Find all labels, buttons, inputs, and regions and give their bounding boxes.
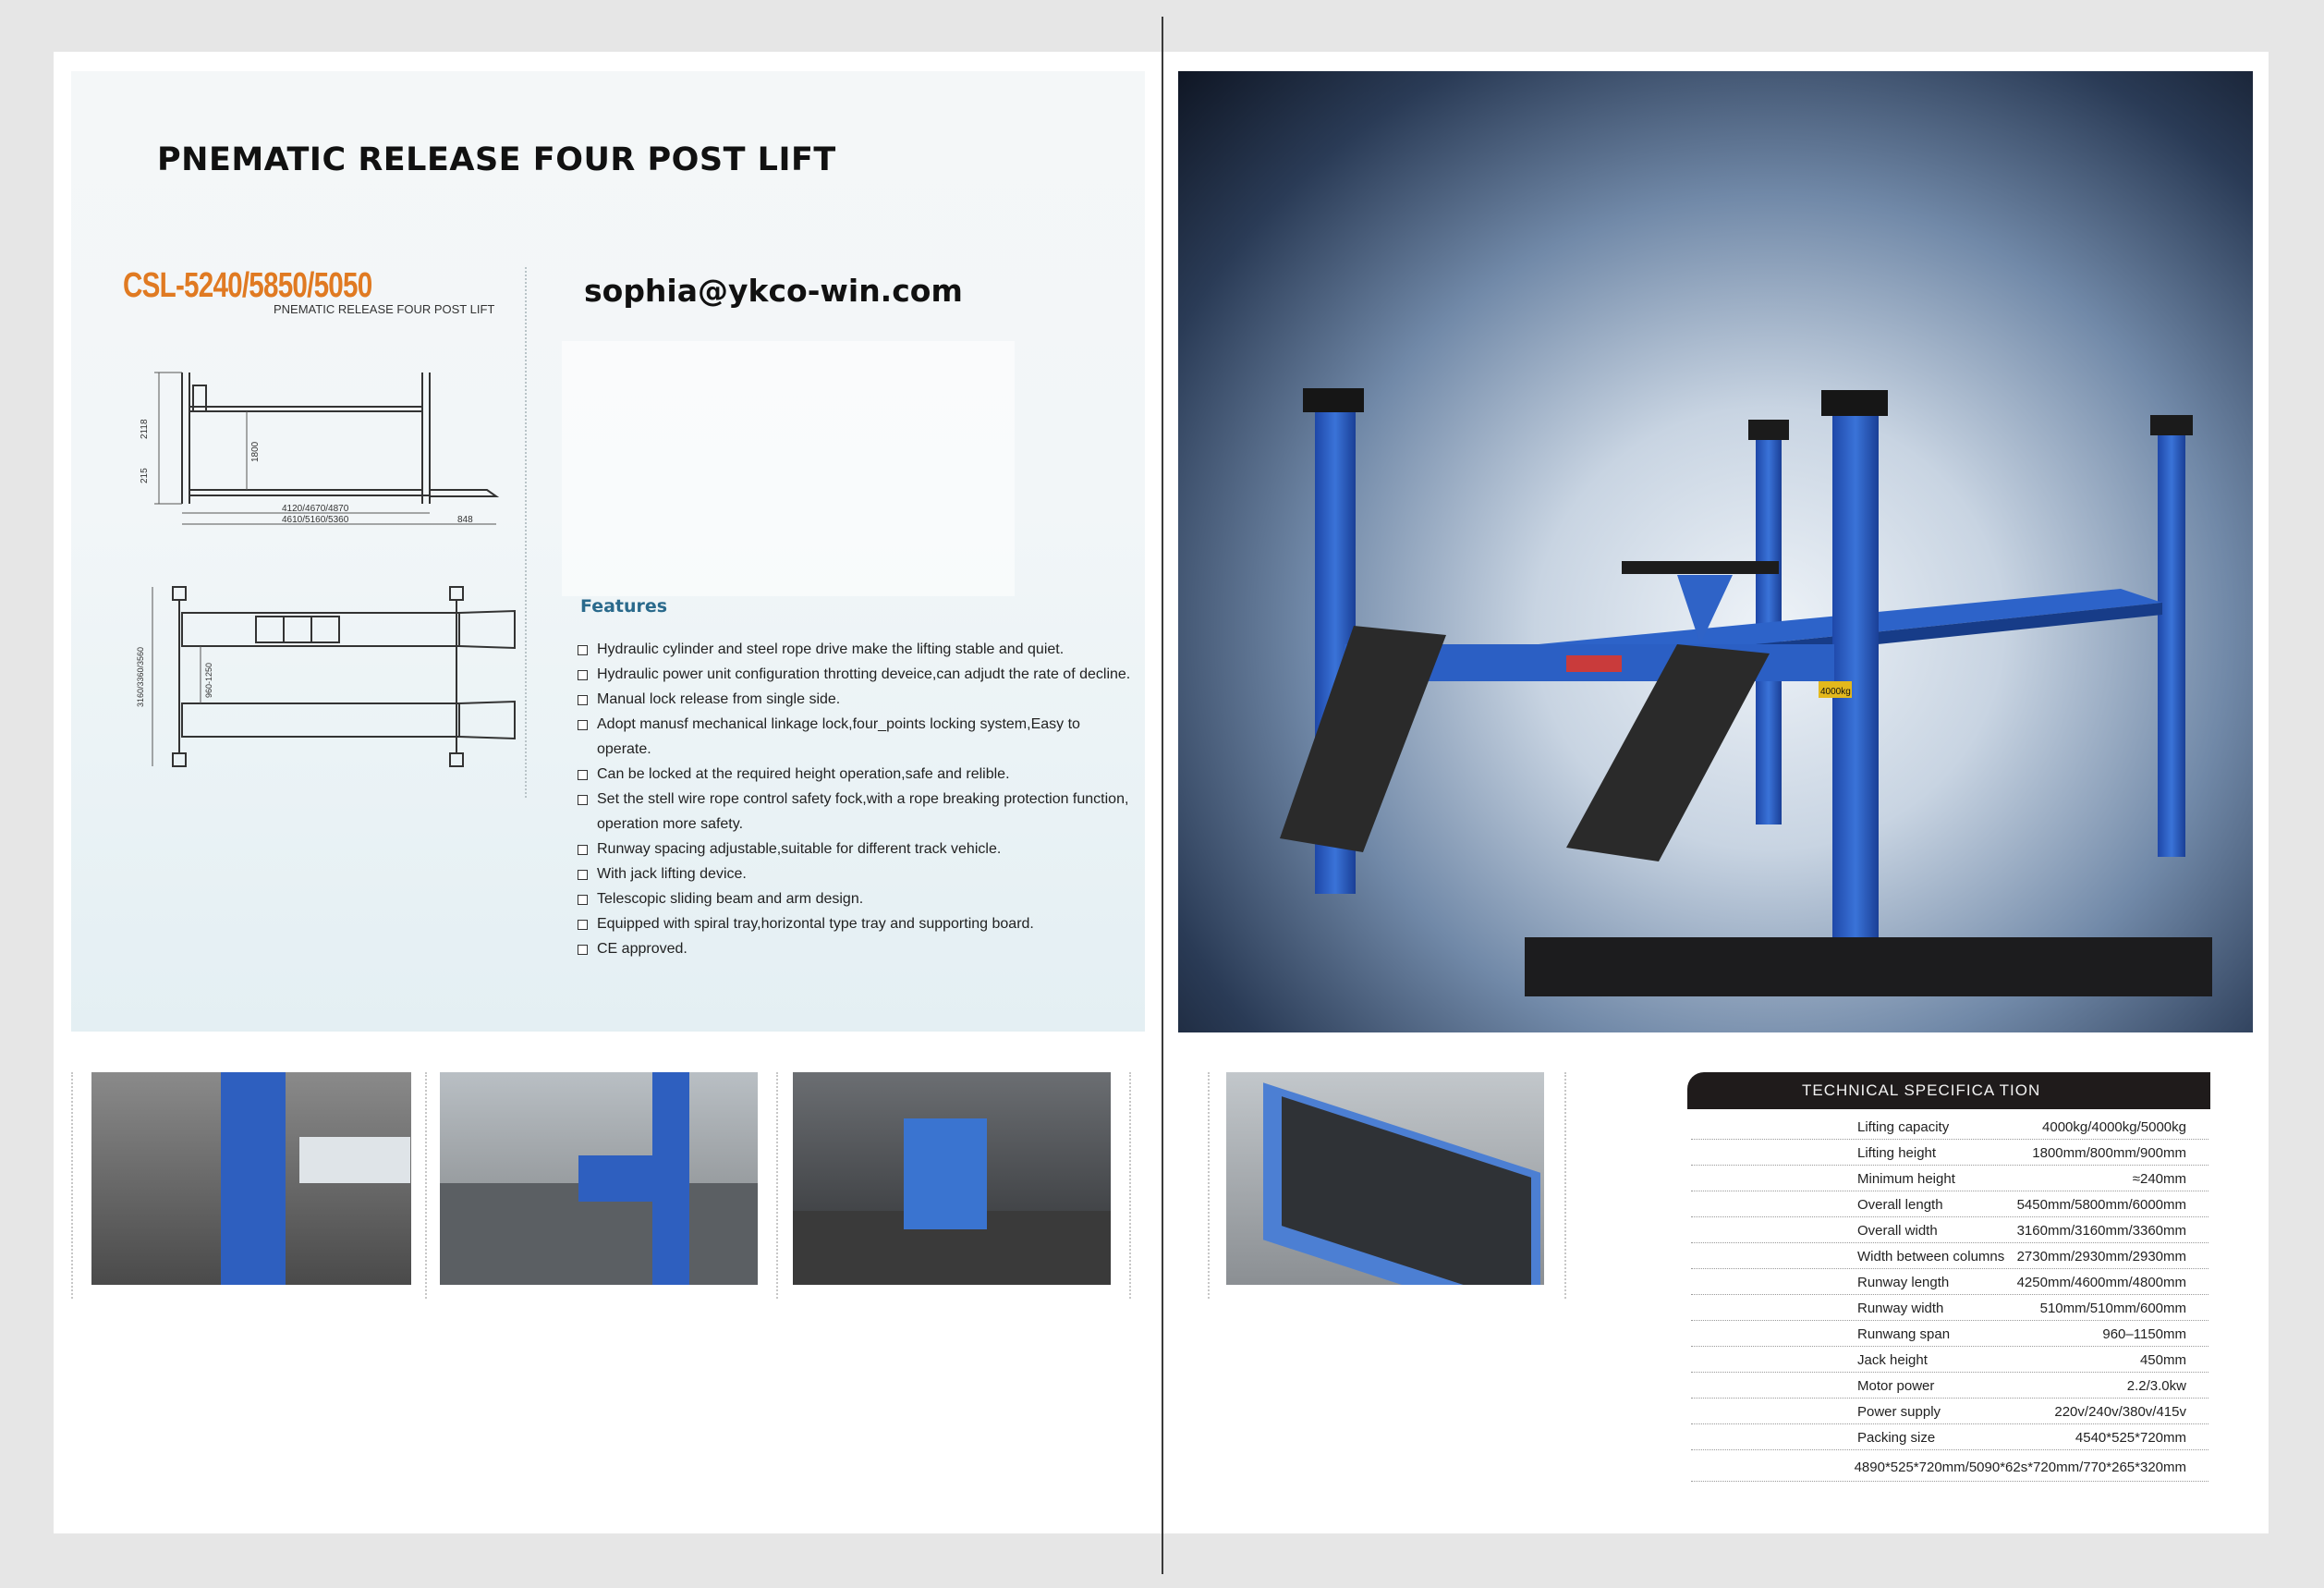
checkbox-bullet-icon (578, 945, 588, 955)
feature-item: Hydraulic cylinder and steel rope drive make the lifting stable and quiet. (578, 637, 1132, 662)
feature-item: Equipped with spiral tray,horizontal type tray and supporting board. (578, 911, 1132, 936)
page-title: PNEMATIC RELEASE FOUR POST LIFT (157, 141, 836, 178)
spec-value: 2.2/3.0kw (2126, 1378, 2186, 1394)
checkbox-bullet-icon (578, 920, 588, 930)
jack-closeup-photo (793, 1072, 1111, 1285)
spec-row (1691, 1191, 2208, 1217)
four-post-lift-illustration (1178, 71, 2253, 1032)
dim-width: 3160/3360/3560 (136, 646, 145, 707)
checkbox-bullet-icon (578, 770, 588, 780)
thumb-divider (776, 1072, 778, 1299)
spec-value: 4890*525*720mm/5090*62s*720mm/770*265*320mm (1854, 1460, 2186, 1475)
contact-email: sophia@ykco-win.com (584, 273, 963, 309)
spec-value: 1800mm/800mm/900mm (2032, 1145, 2186, 1161)
checkbox-bullet-icon (578, 870, 588, 880)
spec-table-title: TECHNICAL SPECIFICA TION (1802, 1081, 2041, 1099)
spec-value: 4000kg/4000kg/5000kg (2042, 1119, 2186, 1135)
spec-label: Jack height (1857, 1352, 1928, 1368)
side-elevation-drawing (108, 365, 533, 531)
plan-view-drawing (108, 578, 533, 781)
checkbox-bullet-icon (578, 645, 588, 655)
checkbox-bullet-icon (578, 795, 588, 805)
dim-len2: 4610/5160/5360 (282, 515, 349, 525)
dim-mid: 1800 (250, 441, 261, 462)
spec-table-header (1687, 1072, 2210, 1109)
model-number: CSL-5240/5850/5050 (123, 266, 372, 305)
spec-label: Power supply (1857, 1404, 1941, 1420)
spec-label: Runway width (1857, 1301, 1944, 1316)
features-list (578, 637, 1132, 961)
spec-label: Runwang span (1857, 1326, 1951, 1342)
spec-row (1691, 1113, 2208, 1140)
dim-span: 960-1250 (204, 662, 213, 698)
feature-item: Can be locked at the required height operation,safe and relible. (578, 762, 1132, 787)
spec-value: 5450mm/5800mm/6000mm (2016, 1197, 2186, 1213)
feature-item: Hydraulic power unit configuration throtting deveice,can adjudt the rate of decline. (578, 662, 1132, 687)
capacity-label: 4000kg (1820, 687, 1851, 697)
spec-packing-extra (1691, 1457, 2208, 1482)
spec-label: Overall length (1857, 1197, 1943, 1213)
dim-ramp: 848 (457, 515, 473, 525)
spec-row (1691, 1423, 2208, 1450)
caption-bar (1525, 937, 2212, 996)
spec-row (1691, 1372, 2208, 1399)
spec-row (1691, 1242, 2208, 1269)
post-detail-photo (91, 1072, 411, 1285)
thumb-divider (425, 1072, 427, 1299)
spec-label: Overall width (1857, 1223, 1938, 1239)
spec-value: 3160mm/3160mm/3360mm (2016, 1223, 2186, 1239)
feature-item: Manual lock release from single side. (578, 687, 1132, 712)
checkbox-bullet-icon (578, 720, 588, 730)
spec-value: 510mm/510mm/600mm (2039, 1301, 2186, 1316)
spec-label: Packing size (1857, 1430, 1936, 1446)
dim-height: 2118 (140, 419, 150, 439)
model-subtitle: PNEMATIC RELEASE FOUR POST LIFT (274, 302, 495, 316)
product-info-panel (71, 71, 1145, 1032)
spec-label: Width between columns (1857, 1249, 2005, 1264)
spec-row (1691, 1294, 2208, 1321)
page-spine (1162, 17, 1163, 1574)
spec-row (1691, 1139, 2208, 1166)
spec-value: 2730mm/2930mm/2930mm (2016, 1249, 2186, 1264)
spec-value: 450mm (2139, 1352, 2186, 1368)
jack-runway-photo (440, 1072, 758, 1285)
spec-label: Minimum height (1857, 1171, 1955, 1187)
spec-label: Lifting height (1857, 1145, 1937, 1161)
spec-label: Motor power (1857, 1378, 1935, 1394)
spec-row (1691, 1346, 2208, 1373)
spec-row (1691, 1320, 2208, 1347)
lift-product-photo (1178, 71, 2253, 1032)
checkbox-bullet-icon (578, 670, 588, 680)
thumb-divider (1129, 1072, 1131, 1299)
runway-ramp-photo (1226, 1072, 1544, 1285)
feature-item: Runway spacing adjustable,suitable for different track vehicle. (578, 837, 1132, 861)
thumb-divider (1208, 1072, 1210, 1299)
feature-item: Set the stell wire rope control safety fock,with a rope breaking protection function, operation more safety. (578, 787, 1132, 837)
blank-panel (562, 341, 1015, 596)
spec-row (1691, 1165, 2208, 1191)
checkbox-bullet-icon (578, 695, 588, 705)
spec-row (1691, 1398, 2208, 1424)
feature-item: With jack lifting device. (578, 861, 1132, 886)
feature-item: CE approved. (578, 936, 1132, 961)
spec-value: 960–1150mm (2102, 1326, 2186, 1342)
spec-row (1691, 1216, 2208, 1243)
spec-value: 4250mm/4600mm/4800mm (2016, 1275, 2186, 1290)
spec-label: Runway length (1857, 1275, 1950, 1290)
checkbox-bullet-icon (578, 895, 588, 905)
dim-low: 215 (140, 468, 150, 483)
features-heading: Features (580, 596, 668, 617)
spec-value: 220v/240v/380v/415v (2054, 1404, 2186, 1420)
spec-label: Lifting capacity (1857, 1119, 1950, 1135)
spec-value: ≈240mm (2132, 1171, 2186, 1187)
spec-row (1691, 1268, 2208, 1295)
checkbox-bullet-icon (578, 845, 588, 855)
dim-len1: 4120/4670/4870 (282, 504, 349, 514)
spec-value: 4540*525*720mm (2075, 1430, 2186, 1446)
feature-item: Telescopic sliding beam and arm design. (578, 886, 1132, 911)
thumb-divider (1564, 1072, 1566, 1299)
thumb-divider (71, 1072, 73, 1299)
feature-item: Adopt manusf mechanical linkage lock,four_points locking system,Easy to operate. (578, 712, 1132, 762)
